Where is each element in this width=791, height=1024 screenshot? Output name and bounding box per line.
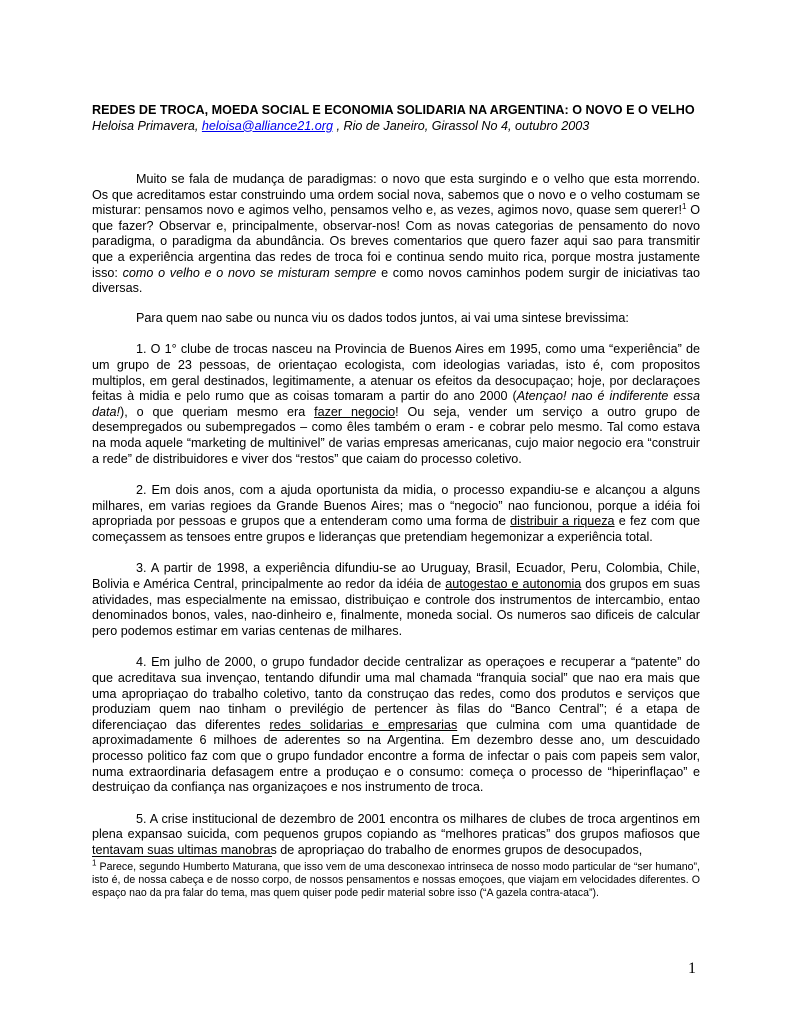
paragraph-text: 1. O 1° clube de trocas nasceu na Provincia de Buenos Aires em 1995, como uma “experiência” de um grupo de 23 pessoas, de orientaçao ecologista, com ideologias variadas, isto é, com propositos multiplos, em geral destinados, legitimamente, a atenuar os efeitos da desocupaçao; hoje, por declaraçoes feitas à midia e pelo rumo que as coisas tomaram a partir do ano 2000 (	[92, 342, 700, 404]
byline	[92, 119, 700, 135]
underlined-phrase: fazer negocio	[314, 404, 396, 419]
paragraph-text: dos grupos em suas atividades, mas especialmente na emissao, distribuiçao e controle dos instrumentos de intercambio, entao denominados bonos, vales, nao-dinheiro e, finalmente, moneda social. Os numeros sao dificeis de calcular pero podemos estimar em varias centenas de milhares.	[92, 577, 701, 638]
paragraph-text: 3. A partir de 1998, a experiência difundiu-se ao Uruguay, Brasil, Ecuador, Peru, Colombia, Chile, Bolivia e América Central, principalmente ao redor da idéia de	[92, 561, 700, 592]
paragraph-item-1	[92, 342, 700, 467]
paragraph-item-5: 5. A crise institucional de dezembro de 2001 encontra os milhares de clubes de troca argentinos em plena expansao suicida, com pequenos grupos copiando as “melhores praticas” dos grupos mafiosos que tentavam suas ultimas manobras de apropriaçao do trabalho de enormes grupos de desocupados,	[92, 811, 700, 857]
paragraph-item-2	[92, 483, 700, 545]
underlined-phrase: autogestao e autonomia	[445, 577, 582, 592]
document-body	[92, 103, 700, 859]
paragraph-text: e como novos caminhos podem surgir de iniciativas tao diversas.	[92, 265, 700, 296]
page-number: 1	[688, 960, 696, 977]
paragraph-text: Muito se fala de mudança de paradigmas: o novo que esta surgindo e o velho que esta morrendo. Os que acreditamos estar construindo uma ordem social nova, sabemos que o novo e o velho costumam se misturar: pensamos novo e agimos velho, pensamos velho e, as vezes, agimos novo, quase sem querer!	[92, 172, 700, 218]
footnote-text: Parece, segundo Humberto Maturana, que isso vem de uma desconexao intrinseca de nosso modo particular de “ser humano”, isto é, de nossa cabeça e de nosso corpo, de nossos pensamentos e nossas emoçoes, que viajam em velocidades diferentes. O espaço nao da pra falar do tema, mas quem quiser pode pedir material sobre isso (“A gazela contra-ataca”).	[92, 861, 700, 900]
paragraph-text: e fez com que começassem as tensoes entre grupos e lideranças que pretendiam hegemonizar a experiência total.	[92, 514, 700, 544]
italic-phrase: Atençao! nao é indiferente essa data!	[92, 389, 700, 419]
paragraph-summary-intro: Para quem nao sabe ou nunca viu os dados todos juntos, ai vai uma sintese brevissima:	[136, 310, 629, 325]
publication-info: , Rio de Janeiro, Girassol No 4, outubro 2003	[333, 118, 590, 133]
footnote-reference[interactable]: 1	[681, 202, 687, 211]
italic-phrase: como o velho e o novo se misturam sempre	[122, 265, 377, 280]
footnote-divider	[92, 856, 272, 857]
paragraph-text: ! Ou seja, vender um serviço a outro grupo de desempregados ou subempregados – como êles também o eram - e cobrar pelo mesmo. Tal como estava na moda aquele “marketing de multinivel” de varias empresas americanas, cujo maior negocio era “construir a rede” de distribuidores e viver dos “restos” que caiam do processo coletivo.	[92, 404, 700, 466]
paragraph-text: que culmina com uma quantidade de aproximadamente 6 milhoes de aderentes so na Argentina. Em dezembro desse ano, um descuidado processo politico faz com que o grupo fundador encontre a forma de infectar o pais com papeis sem valor, numa extraordinaria defasagem entre a produçao e o consumo: começa o processo de “hiperinflaçao” e destruiçao da confiança nas organizaçoes e nos instrumento de troca.	[92, 717, 700, 795]
author-email-link[interactable]: heloisa@alliance21.org	[201, 118, 333, 133]
paragraph-item-3	[92, 561, 700, 639]
paragraph-text: 2. Em dois anos, com a ajuda oportunista da midia, o processo expandiu-se e alcançou a alguns milhares, em varias regioes da Grande Buenos Aires; mas o “negocio” nao funcionou, porque a idéia foi apropriada por pessoas e grupos que a entenderam como uma forma de	[92, 483, 700, 529]
paragraph-text: O que fazer? Observar e, principalmente, observar-nos! Com as novas categorias de pensamento do novo paradigma, o paradigma da abundância. Os breves comentarios que quero fazer aqui sao para transmitir que a experiência argentina das redes de troca foi e continua sendo muito rica, porque mostra justamente isso:	[92, 203, 700, 280]
author-name: Heloisa Primavera,	[92, 118, 202, 133]
underlined-phrase: distribuir a riqueza	[510, 514, 615, 529]
document-title: REDES DE TROCA, MOEDA SOCIAL E ECONOMIA SOLIDARIA NA ARGENTINA: O NOVO E O VELHO	[92, 103, 695, 117]
footnote	[92, 858, 700, 901]
paragraph-text: ), o que queriam mesmo era	[120, 404, 315, 419]
footnote-number: 1	[92, 858, 97, 868]
paragraph-text: 4. Em julho de 2000, o grupo fundador decide centralizar as operaçoes e recuperar a “patente” do que acreditava sua invençao, tentando difundir uma mal chamada “franquia social” que nao era mais que uma apropriaçao do trabalho coletivo, tanto da construçao das redes, como dos produtos e serviços que produziam quem nao tinham o previlégio de pertencer às filas do “Banco Central”; é a etapa de diferenciaçao das diferentes	[92, 655, 700, 732]
paragraph-intro	[92, 172, 700, 297]
underlined-phrase: redes solidarias e empresarias	[269, 717, 458, 732]
paragraph-item-4	[92, 655, 700, 795]
